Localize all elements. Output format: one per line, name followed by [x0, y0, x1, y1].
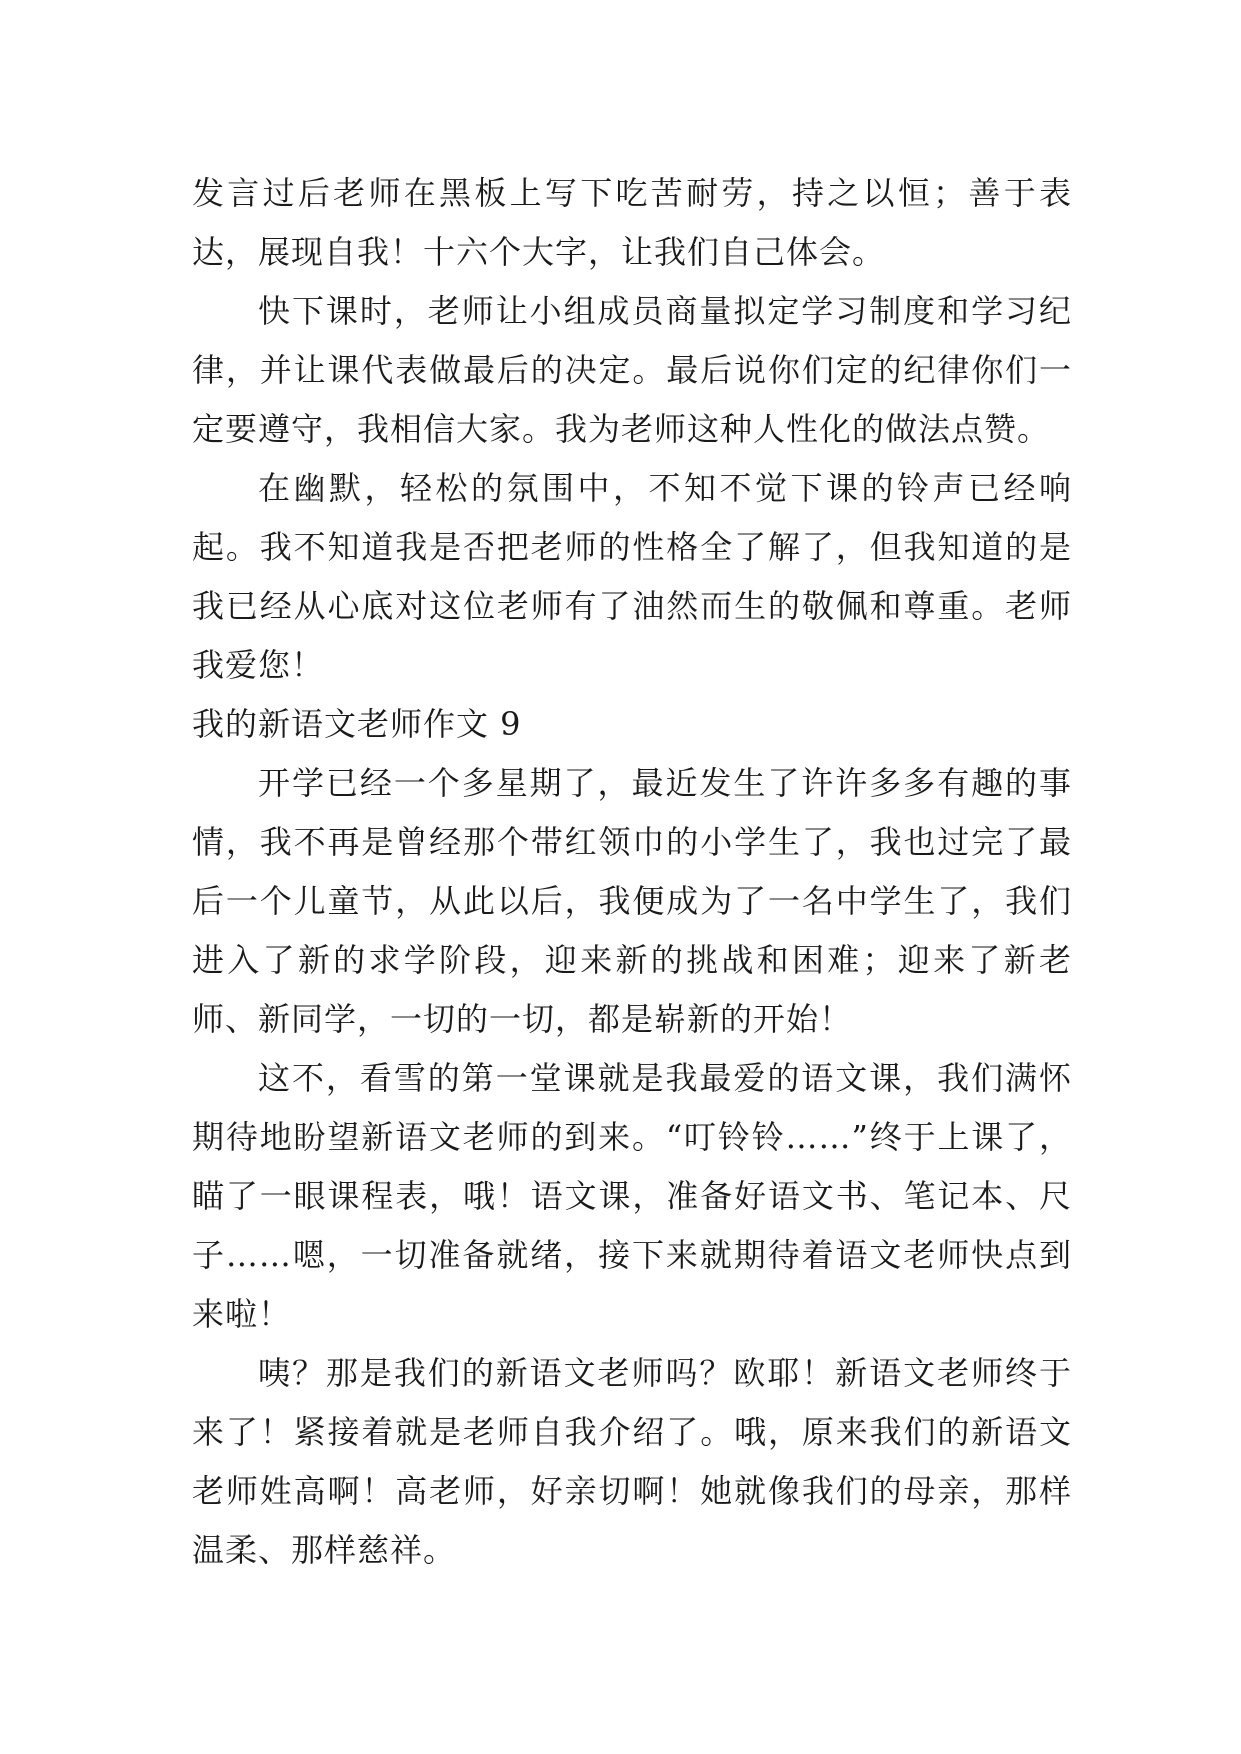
paragraph-5: 这不，看雪的第一堂课就是我最爱的语文课，我们满怀期待地盼望新语文老师的到来。“叮铃铃……”终于上课了，瞄了一眼课程表，哦！语文课，准备好语文书、笔记本、尺子……嗯，一切准备就绪，接下来就期待着语文老师快点到来啦！ [192, 1059, 1072, 1333]
document-body [192, 164, 1072, 1580]
paragraph-4: 开学已经一个多星期了，最近发生了许许多多有趣的事情，我不再是曾经那个带红领巾的小学生了，我也过完了最后一个儿童节，从此以后，我便成为了一名中学生了，我们进入了新的求学阶段，迎来新的挑战和困难；迎来了新老师、新同学，一切的一切，都是崭新的开始！ [192, 764, 1072, 1038]
section-heading: 我的新语文老师作文 9 [192, 705, 522, 743]
paragraph-3: 在幽默，轻松的氛围中，不知不觉下课的铃声已经响起。我不知道我是否把老师的性格全了解了，但我知道的是我已经从心底对这位老师有了油然而生的敬佩和尊重。老师我爱您！ [192, 469, 1072, 684]
paragraph-1: 发言过后老师在黑板上写下吃苦耐劳，持之以恒；善于表达，展现自我！十六个大字，让我们自己体会。 [192, 174, 1072, 271]
paragraph-2: 快下课时，老师让小组成员商量拟定学习制度和学习纪律，并让课代表做最后的决定。最后说你们定的纪律你们一定要遵守，我相信大家。我为老师这种人性化的做法点赞。 [192, 292, 1072, 448]
paragraph-6: 咦？那是我们的新语文老师吗？欧耶！新语文老师终于来了！紧接着就是老师自我介绍了。哦，原来我们的新语文老师姓高啊！高老师，好亲切啊！她就像我们的母亲，那样温柔、那样慈祥。 [192, 1354, 1072, 1569]
